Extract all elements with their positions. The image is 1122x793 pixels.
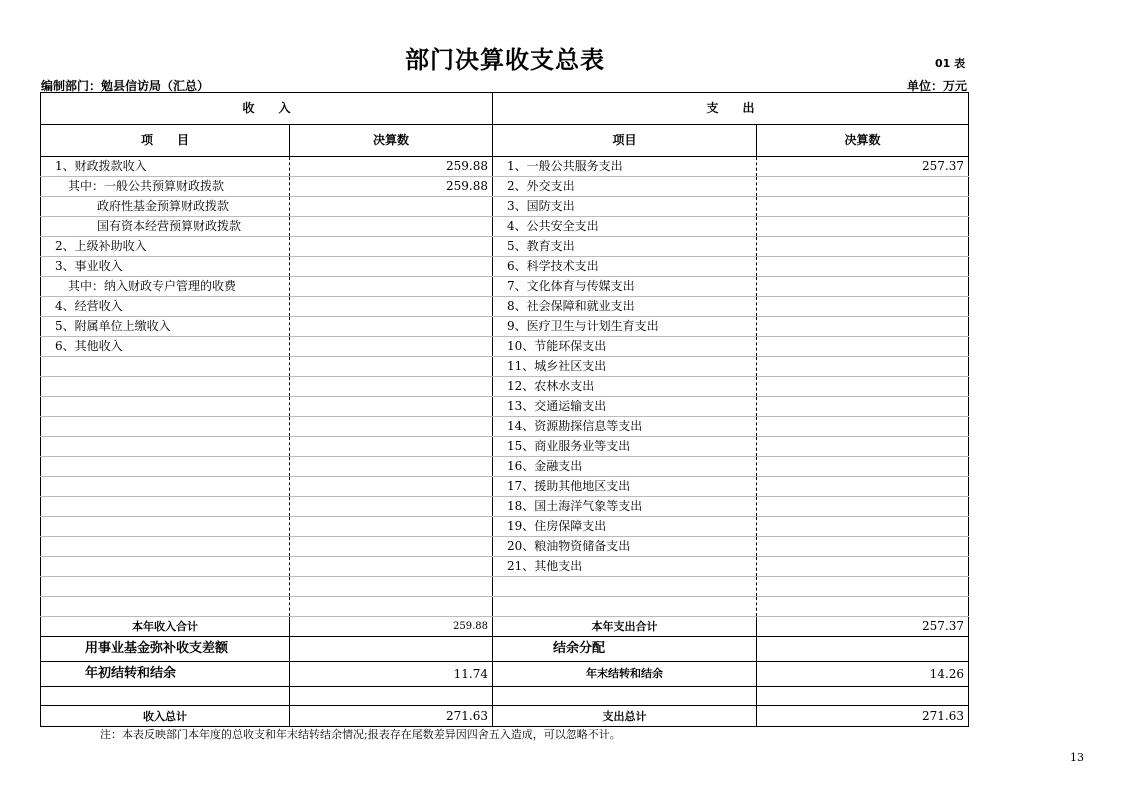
expense-item: 11、城乡社区支出 [493, 357, 757, 377]
expense-amount [757, 297, 969, 317]
income-amount [290, 297, 493, 317]
table-row [41, 577, 969, 597]
expense-amount [757, 557, 969, 577]
end-carryover-label: 年末结转和结余 [493, 662, 757, 687]
income-section-header: 收 入 [41, 93, 493, 125]
expense-amount [757, 377, 969, 397]
table-row [41, 217, 969, 237]
expense-item: 16、金融支出 [493, 457, 757, 477]
fund-gap-label: 用事业基金弥补收支差额 [41, 637, 290, 662]
table-row [41, 517, 969, 537]
income-amount [290, 237, 493, 257]
income-item [41, 517, 290, 537]
fund-gap-value [290, 637, 493, 662]
fund-gap-row [41, 637, 969, 662]
expense-item: 15、商业服务业等支出 [493, 437, 757, 457]
expense-amount [757, 597, 969, 617]
expense-amount [757, 577, 969, 597]
income-amount [290, 377, 493, 397]
carryover-row [41, 662, 969, 687]
table-row [41, 357, 969, 377]
table-row [41, 397, 969, 417]
income-item-header: 项 目 [41, 125, 290, 157]
table-row [41, 177, 969, 197]
income-item [41, 557, 290, 577]
income-amount [290, 477, 493, 497]
expense-amount [757, 337, 969, 357]
expense-item: 21、其他支出 [493, 557, 757, 577]
income-amount [290, 357, 493, 377]
income-item [41, 497, 290, 517]
income-subtotal-value: 259.88 [290, 617, 493, 637]
income-item: 2、上级补助收入 [41, 237, 290, 257]
page-number: 13 [1070, 751, 1084, 764]
table-row [41, 497, 969, 517]
begin-carryover-value: 11.74 [290, 662, 493, 687]
expense-amount [757, 537, 969, 557]
income-total-value: 271.63 [290, 706, 493, 727]
expense-item [493, 597, 757, 617]
annual-total-row [41, 617, 969, 637]
income-amount [290, 557, 493, 577]
budget-summary-table [40, 92, 969, 727]
income-item: 3、事业收入 [41, 257, 290, 277]
expense-amount [757, 397, 969, 417]
table-row [41, 337, 969, 357]
expense-item: 2、外交支出 [493, 177, 757, 197]
expense-amount [757, 317, 969, 337]
income-item: 政府性基金预算财政拨款 [41, 197, 290, 217]
expense-amount [757, 177, 969, 197]
income-item: 5、附属单位上缴收入 [41, 317, 290, 337]
income-amount [290, 257, 493, 277]
expense-item: 8、社会保障和就业支出 [493, 297, 757, 317]
expense-amount [757, 357, 969, 377]
unit-label: 单位：万元 [906, 79, 967, 93]
income-item [41, 577, 290, 597]
expense-amount [757, 257, 969, 277]
expense-item: 1、一般公共服务支出 [493, 157, 757, 177]
income-amount [290, 457, 493, 477]
income-amount [290, 537, 493, 557]
income-item [41, 437, 290, 457]
expense-item: 6、科学技术支出 [493, 257, 757, 277]
expense-amount [757, 417, 969, 437]
income-amount [290, 577, 493, 597]
table-row [41, 597, 969, 617]
table-row [41, 437, 969, 457]
income-amount [290, 217, 493, 237]
table-row [41, 377, 969, 397]
income-amount [290, 517, 493, 537]
footnote: 注：本表反映部门本年度的总收支和年末结转结余情况;报表存在尾数差异因四舍五入造成，可以忽略不计。 [100, 728, 621, 741]
table-row [41, 457, 969, 477]
income-item: 1、财政拨款收入 [41, 157, 290, 177]
begin-carryover-label: 年初结转和结余 [41, 662, 290, 687]
expense-item [493, 577, 757, 597]
income-item [41, 597, 290, 617]
income-item: 其中：一般公共预算财政拨款 [41, 177, 290, 197]
table-row [41, 417, 969, 437]
income-item: 4、经营收入 [41, 297, 290, 317]
expense-amount: 257.37 [757, 157, 969, 177]
table-row [41, 157, 969, 177]
income-item [41, 397, 290, 417]
expense-amount [757, 217, 969, 237]
expense-item: 3、国防支出 [493, 197, 757, 217]
expense-amount-header: 决算数 [757, 125, 969, 157]
surplus-distribution-value [757, 637, 969, 662]
grand-total-row [41, 706, 969, 727]
income-item: 6、其他收入 [41, 337, 290, 357]
income-amount-header: 决算数 [290, 125, 493, 157]
income-item: 国有资本经营预算财政拨款 [41, 217, 290, 237]
expense-amount [757, 237, 969, 257]
income-item [41, 377, 290, 397]
expense-item-header: 项目 [493, 125, 757, 157]
expense-total-label: 支出总计 [493, 706, 757, 727]
income-amount [290, 497, 493, 517]
income-amount [290, 337, 493, 357]
expense-item: 18、国土海洋气象等支出 [493, 497, 757, 517]
income-amount: 259.88 [290, 157, 493, 177]
expense-amount [757, 477, 969, 497]
table-row [41, 477, 969, 497]
table-row [41, 257, 969, 277]
income-amount: 259.88 [290, 177, 493, 197]
income-item: 其中：纳入财政专户管理的收费 [41, 277, 290, 297]
table-row [41, 237, 969, 257]
income-amount [290, 277, 493, 297]
income-item [41, 477, 290, 497]
income-amount [290, 597, 493, 617]
expense-subtotal-label: 本年支出合计 [493, 617, 757, 637]
income-item [41, 417, 290, 437]
table-row [41, 277, 969, 297]
page-title: 部门决算收支总表 [405, 46, 605, 74]
expense-item: 12、农林水支出 [493, 377, 757, 397]
expense-amount [757, 437, 969, 457]
expense-section-header: 支 出 [493, 93, 969, 125]
income-item [41, 357, 290, 377]
expense-item: 4、公共安全支出 [493, 217, 757, 237]
expense-total-value: 271.63 [757, 706, 969, 727]
section-header-row [41, 93, 969, 125]
expense-item: 13、交通运输支出 [493, 397, 757, 417]
income-amount [290, 417, 493, 437]
expense-item: 10、节能环保支出 [493, 337, 757, 357]
income-item [41, 457, 290, 477]
expense-amount [757, 517, 969, 537]
income-amount [290, 397, 493, 417]
table-row [41, 317, 969, 337]
expense-item: 5、教育支出 [493, 237, 757, 257]
income-amount [290, 437, 493, 457]
income-total-label: 收入总计 [41, 706, 290, 727]
expense-amount [757, 457, 969, 477]
expense-item: 20、粮油物资储备支出 [493, 537, 757, 557]
expense-amount [757, 497, 969, 517]
expense-amount [757, 277, 969, 297]
spacer-row [41, 687, 969, 706]
expense-subtotal-value: 257.37 [757, 617, 969, 637]
end-carryover-value: 14.26 [757, 662, 969, 687]
table-row [41, 557, 969, 577]
income-amount [290, 317, 493, 337]
form-number: 01 表 [935, 57, 966, 70]
income-item [41, 537, 290, 557]
expense-item: 7、文化体育与传媒支出 [493, 277, 757, 297]
column-header-row [41, 125, 969, 157]
expense-item: 17、援助其他地区支出 [493, 477, 757, 497]
surplus-distribution-label: 结余分配 [493, 637, 757, 662]
income-amount [290, 197, 493, 217]
department-label: 编制部门：勉县信访局（汇总） [41, 79, 210, 93]
table-row [41, 197, 969, 217]
expense-item: 9、医疗卫生与计划生育支出 [493, 317, 757, 337]
income-subtotal-label: 本年收入合计 [41, 617, 290, 637]
table-row [41, 537, 969, 557]
expense-amount [757, 197, 969, 217]
expense-item: 14、资源勘探信息等支出 [493, 417, 757, 437]
table-row [41, 297, 969, 317]
expense-item: 19、住房保障支出 [493, 517, 757, 537]
